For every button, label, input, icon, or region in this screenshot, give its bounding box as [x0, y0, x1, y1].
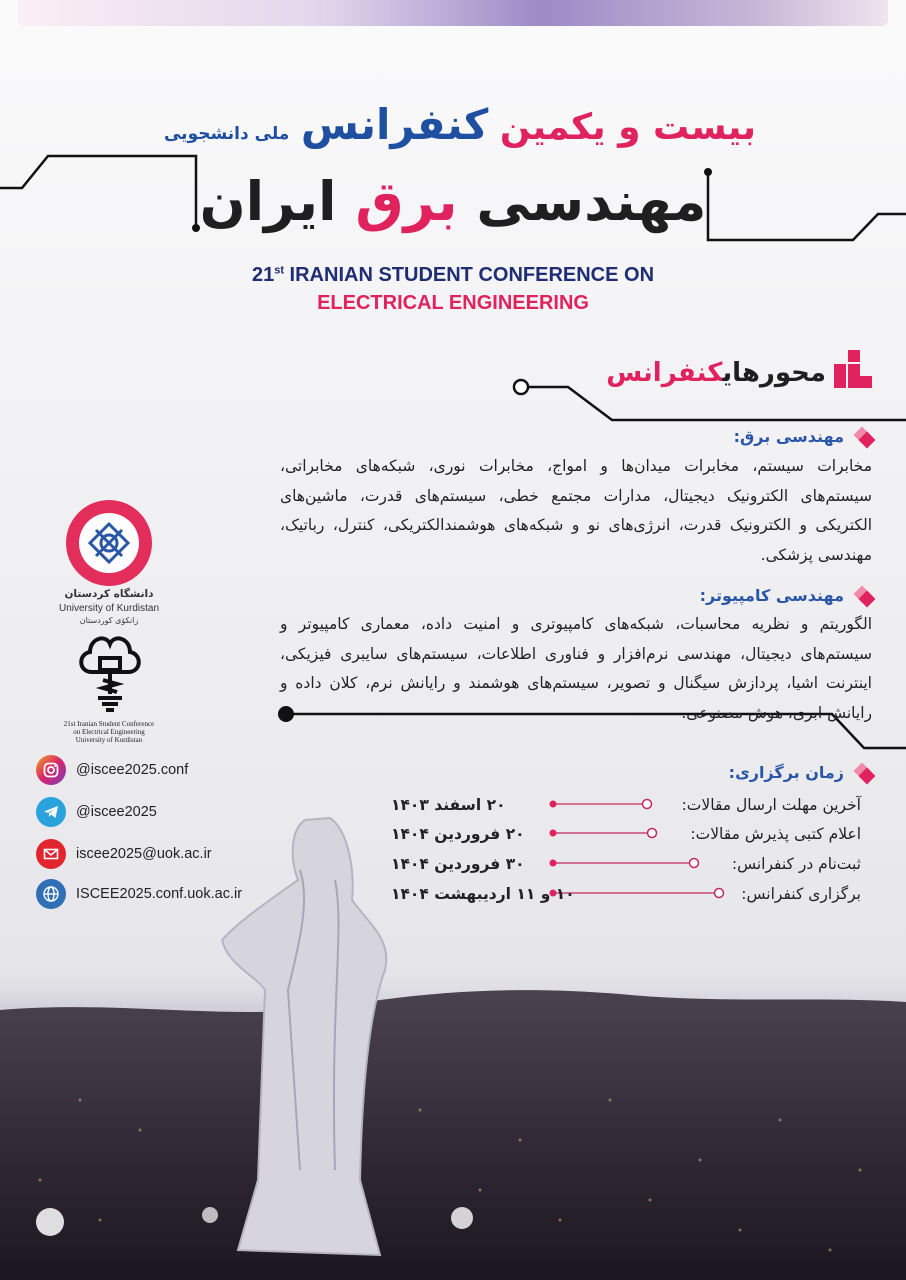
electrical-topics: مخابرات سیستم، مخابرات میدان‌ها و امواج، مخابرات نوری، شبکه‌های مخابراتی، سیستم‌های الکترونیک دیجیتال، مدارات مجتمع خطی، سیستم‌های قدرت، ماشین‌های الکتریکی و الکترونیک قدرت، انرژی‌های نو و شبکه‌های هوشمندالکتریکی، کنترل، رباتیک، مهندسی پزشکی.	[280, 457, 872, 564]
axes-title-pink: کنفرانس	[606, 358, 723, 388]
schedule-label: آخرین مهلت ارسال مقالات:	[681, 796, 861, 814]
university-name-fa: دانشگاه کردستان	[64, 588, 154, 600]
logo-caption-line: 21st Iranian Student Conference	[63, 720, 155, 728]
schedule-label: اعلام کتبی پذیرش مقالات:	[690, 825, 861, 843]
english-title-suffix: st	[274, 264, 284, 277]
english-title-number: 21	[251, 264, 275, 286]
computer-topics: الگوریتم و نظریه محاسبات، شبکه‌های کامپیوتری و امنیت داده، معماری کامپیوتر و سیستم‌های دیجیتال، مهندسی نرم‌افزار و فناوری اطلاعات، سیستم‌های سایبری فیزیکی، اینترنت اشیا، پردازش سیگنال و تصویر، سیستم‌های هوشمند و رایانش نرم، کلان داده و رایانش ابری، هوش مصنوعی.	[280, 615, 872, 722]
schedule-date: ۲۰ اسفند ۱۴۰۳	[391, 796, 506, 814]
email-address: iscee2025@uok.ac.ir	[76, 846, 212, 862]
computer-heading: مهندسی کامپیوتر:	[699, 586, 844, 605]
university-name-en: University of Kurdistan	[58, 603, 160, 614]
title-conference-word: کنفرانس	[300, 100, 489, 149]
instagram-handle: @iscee2025.conf	[76, 762, 189, 778]
schedule-date: ۲۰ فروردین ۱۴۰۴	[391, 825, 525, 843]
university-name-ku: زانکۆی کوردستان	[79, 616, 139, 625]
schedule-date: ۳۰ فروردین ۱۴۰۴	[391, 855, 525, 873]
logo-caption-line: on Electrical Engineering	[73, 728, 145, 736]
schedule-label: ثبت‌نام در کنفرانس:	[731, 855, 861, 873]
title-electrical: برق	[355, 170, 458, 233]
schedule-date: ۱۰ و ۱۱ اردیبهشت ۱۴۰۴	[391, 885, 575, 903]
title-engineering: مهندسی	[476, 170, 707, 233]
schedule-heading: زمان برگزاری:	[728, 763, 844, 782]
title-ordinal: بیست و یکمین	[499, 107, 756, 148]
telegram-handle: @iscee2025	[76, 804, 157, 820]
english-title-text: IRANIAN STUDENT CONFERENCE ON	[284, 264, 655, 286]
schedule-label: برگزاری کنفرانس:	[741, 885, 861, 903]
title-national-student: ملی دانشجویی	[163, 124, 290, 144]
website-url: ISCEE2025.conf.uok.ac.ir	[76, 886, 243, 902]
logo-caption-line: University of Kurdistan	[75, 736, 143, 744]
electrical-heading: مهندسی برق:	[733, 427, 844, 446]
title-iran: ایران	[199, 170, 337, 233]
english-title-line2: ELECTRICAL ENGINEERING	[317, 292, 589, 314]
axes-title-dark: محورهای	[722, 358, 826, 388]
